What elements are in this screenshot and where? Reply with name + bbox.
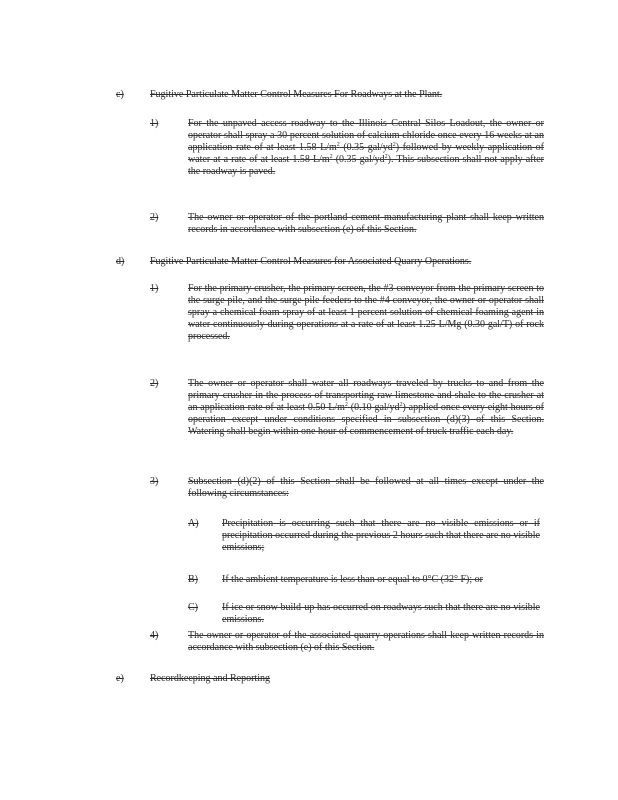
c-item-1-text: For the unpaved access roadway to the Illinois Central Silos Loadout, the owner or operator shall spray a 30 percent solution of calcium chloride once every 16 weeks at an application rate of at least 1.58 $L/m^2$ (0.35 gal/$yd^2$) followed by weekly application of water at a rate of at least 1.58 $L/m^2$ (0.35 gal/$yd^2$). This subsection shall not apply after the roadway is paved. [188,118,545,177]
d-item-1-marker: 1) [150,283,159,294]
section-e-heading: Recordkeeping and Reporting [150,673,270,684]
d-item-4-marker: 4) [150,630,159,641]
section-e-marker: e) [116,673,124,684]
d-item-3-text: Subsection (d)(2) of this Section shall be followed at all times except under the following circumstances: [188,476,544,499]
d-item-3-sub-b-marker: B) [188,574,198,585]
d-item-2-text: The owner or operator shall water all roadways traveled by trucks to and from the primary crusher in the process of transporting raw limestone and shale to the crusher at an application rate of at least 0.50 $L/m^2$ (0.10 gal/$yd^2$) applied once every eight hours of operation except under conditions specified in subsection (d)(3) of this Section. Watering shall begin within one hour of commencement of truck traffic each day. [188,378,544,437]
section-c-heading: Fugitive Particulate Matter Control Measures For Roadways at the Plant. [150,89,443,100]
section-c-marker: c) [116,89,124,100]
d-item-3-sub-c-text: If ice or snow build-up has occurred on roadways such that there are no visible emissions. [222,602,540,625]
d-item-3-sub-b-text: If the ambient temperature is less than or equal to 0°C (32° F); or [222,574,483,585]
c-item-2-marker: 2) [150,212,159,223]
c-item-1-marker: 1) [150,118,159,129]
d-item-3-sub-a-marker: A) [188,518,199,529]
c-item-2-text: The owner or operator of the portland cement manufacturing plant shall keep written records in accordance with subsection (e) of this Section. [188,212,544,235]
section-d-heading: Fugitive Particulate Matter Control Measures for Associated Quarry Operations. [150,256,472,267]
d-item-1-text: For the primary crusher, the primary screen, the #3 conveyor from the primary screen to the surge pile, and the surge pile feeders to the #4 conveyor, the owner or operator shall spray a chemical foam spray of at least 1 percent solution of chemical foaming agent in water continuously during operations at a rate of at least 1.25 L/Mg (0.30 gal/T) of rock processed. [188,283,544,342]
d-item-3-marker: 3) [150,476,159,487]
d-item-2-marker: 2) [150,378,159,389]
section-d-marker: d) [116,256,125,267]
d-item-3-sub-c-marker: C) [188,602,198,613]
d-item-4-text: The owner or operator of the associated quarry operations shall keep written records in accordance with subsection (e) of this Section. [188,630,544,653]
d-item-3-sub-a-text: Precipitation is occurring such that there are no visible emissions or if precipitation occurred during the previous 2 hours such that there are no visible emissions; [222,518,540,553]
